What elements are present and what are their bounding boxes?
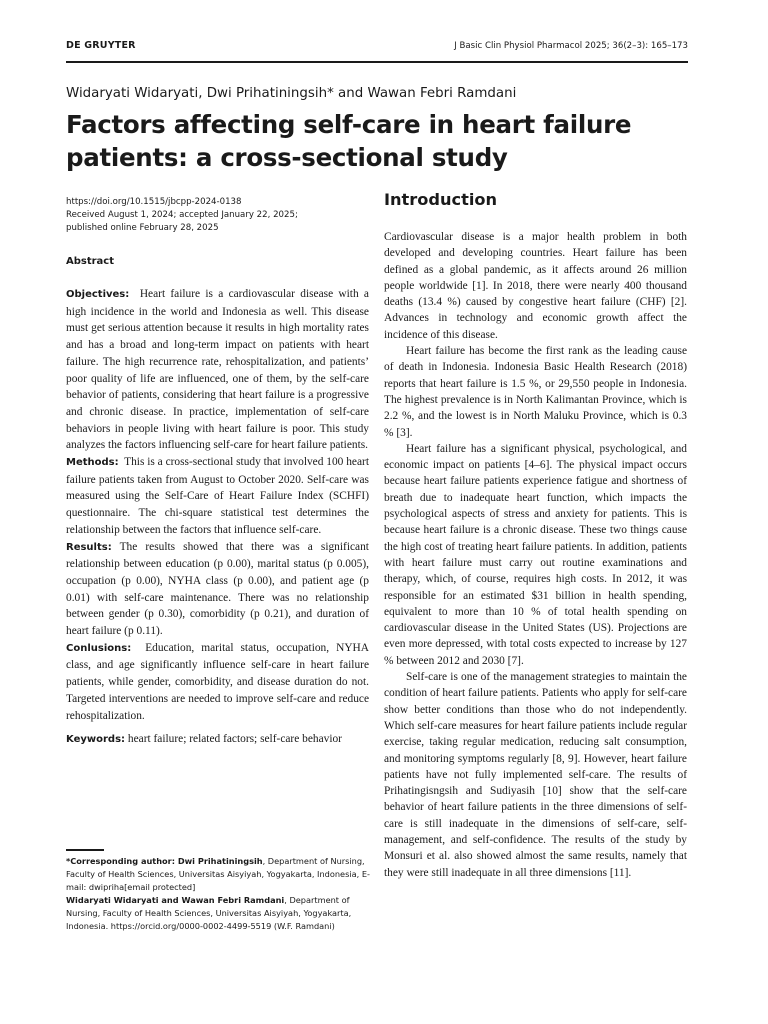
keywords-label: Keywords: [66,734,126,746]
abstract-heading: Abstract [66,256,115,267]
corresponding-author-label: *Corresponding author: Dwi Prihatiningsih [66,856,263,866]
other-authors-text: , Department of Nursing, Faculty of Health Sciences, Universitas Aisyiyah, Yogyakarta, Indonesia. https://orcid.org/0000-0002-4499-5519 (W.F. Ramdani) [66,895,352,931]
published-date: published online February 28, 2025 [66,223,219,233]
abstract-methods [66,454,369,539]
intro-paragraph: Self-care is one of the management strategies to maintain the condition of heart failure patients. Patients who apply for self-care show better conditions than those who do not independently. Which self-care measures for heart failure patients include regular exercise, taking regular medication, reducing salt consumption, and monitoring symptoms regularly [8, 9]. However, heart failure patients have not fully implemented self-care. The results of Prihatingisngsih and Sudiyasih [10] show that the self-care behavior of heart failure patients in the three dimensions of self-care is still inadequate in the dimensions of self-care, self-management, and self-confidence. The results of the study by Monsuri et al. also showed almost the same results, namely that they were still inadequate in all three dimensions [11]. [384,671,687,879]
keywords [66,731,369,749]
article-metadata [66,196,366,235]
results-label: Results: [66,541,112,553]
abstract-conclusions [66,640,369,725]
corresponding-author-note [66,855,371,894]
methods-label: Methods: [66,457,119,469]
conclusions-label: Conlusions: [66,642,132,654]
doi-link[interactable]: https://doi.org/10.1515/jbcpp-2024-0138 [66,197,242,207]
introduction-body [384,229,687,881]
footnotes [66,855,371,933]
footnote-rule [66,849,104,851]
other-authors-note [66,894,371,933]
objectives-label: Objectives: [66,289,130,300]
intro-paragraph: Heart failure has become the first rank as the leading cause of death in Indonesia. Indonesia Basic Health Research (2018) reports that heart failure is 1.5 %, or 29,550 people in Indonesia. The highest prevalence is in North Kalimantan Province, which is 2.2 %, and the lowest is in North Maluku Province, which is 0.3 % [3]. [384,345,687,439]
received-date: Received August 1, 2024; accepted January 22, 2025; [66,210,298,220]
corresponding-author-text: , Department of Nursing, Faculty of Health Sciences, Universitas Aisyiyah, Yogyakarta, Indonesia, E-mail: dwipriha[email protected] [66,856,370,892]
keywords-text: heart failure; related factors; self-care behavior [127,733,342,746]
article-title: Factors affecting self-care in heart failure patients: a cross-sectional study [66,110,632,172]
introduction-heading: Introduction [384,190,498,209]
other-authors-label: Widaryati Widaryati and Wawan Febri Ramdani [66,895,285,905]
header-rule [66,61,688,63]
intro-paragraph: Heart failure has a significant physical, psychological, and economic impact on patients [4–6]. The physical impact occurs because heart failure patients experience fatigue and shortness of breath due to inadequate heart function, which impacts the psychological aspects of stress and anxiety for patients. This is because heart failure is a chronic disease. These two things cause the high cost of treating heart failure patients. In addition, patients with heart failure must carry out routine examinations and therapy, which, of course, requires high costs. In 2012, it was responsible for an estimated $31 billion in health spending, equivalent to more than 10 % of total health spending on cardiovascular disease in the United States (US). Projections are even more depressed, with total costs expected to increase by 127 % between 2012 and 2030 [7]. [384,442,687,667]
running-header [66,40,688,56]
abstract-objectives [66,286,369,454]
publisher-name: DE GRUYTER [66,40,136,51]
methods-text: This is a cross-sectional study that involved 100 heart failure patients taken from August to October 2020. Self-care was measured using the Self-Care of Heart Failure Index (SCHFI) questionnaire. The chi-square statistical test determines the relationship between the factors that influence self-care. [66,456,369,536]
abstract-results [66,539,369,640]
abstract-body [66,286,369,749]
intro-paragraph: Cardiovascular disease is a major health problem in both developed and developing countries. Heart failure has been defined as a global pandemic, as it affects around 26 million people worldwide [1]. In 2018, there were nearly 400 thousand deaths (13.4 %) caused by congestive heart failure (CHF) [2]. Advances in technology and economic growth affect the incidence of this disease. [384,231,687,341]
journal-reference: J Basic Clin Physiol Pharmacol 2025; 36(2–3): 165–173 [454,41,688,51]
author-list: Widaryati Widaryati, Dwi Prihatiningsih* and Wawan Febri Ramdani [66,86,517,101]
results-text: The results showed that there was a significant relationship between education (p 0.00), marital status (p 0.005), occupation (p 0.00), NYHA class (p 0.00), and patient age (p 0.01) with self-care maintenance. There was no relationship between gender (p 0.30), comorbidity (p 0.21), and duration of heart failure (p 0.11). [66,540,369,638]
objectives-text: Heart failure is a cardiovascular disease with a high incidence in the world and Indonesia as well. This disease must get serious attention because it results in high mortality rates and has a broad and long-term impact on patients with heart failure. The high recurrence rate, rehospitalization, and patients’ poor quality of life are influenced, one of them, by the self-care behavior of patients, considering that heart failure is a progressive and chronic disease. In practice, implementation of self-care behaviors in people living with heart failure is poor. This study analyzes the factors influencing self-care for heart failure patients. [66,288,369,452]
conclusions-text: Education, marital status, occupation, NYHA class, and age significantly influence self-care in heart failure patients, while gender, comorbidity, and disease duration do not. Targeted interventions are needed to improve self-care and reduce rehospitalization. [66,641,369,722]
